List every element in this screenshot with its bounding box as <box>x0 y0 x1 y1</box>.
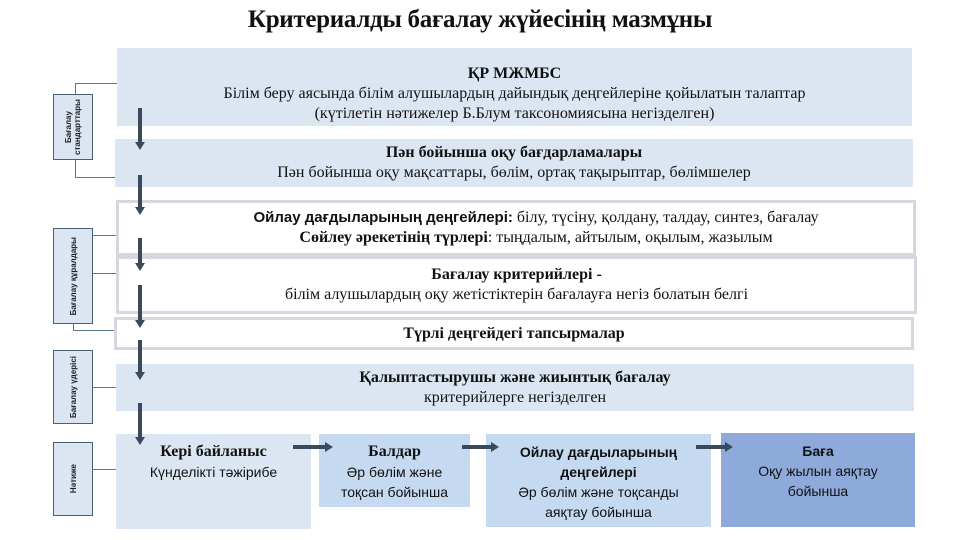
arrow-right-head-icon <box>725 442 733 452</box>
skills-box <box>116 200 916 256</box>
connector-line <box>75 160 76 177</box>
result-points-text: Әр бөлім және тоқсан бойынша <box>340 464 448 500</box>
arrow-down <box>138 403 142 437</box>
connector-line <box>93 273 118 274</box>
result-feedback-title: Кері байланыс <box>160 443 267 460</box>
result-grade-text: Оқу жылын аяқтау бойынша <box>758 463 878 499</box>
side-label-result-text: Нәтиже <box>68 464 78 494</box>
skills-line2 <box>299 228 772 248</box>
assessment-title: Қалыптастырушы және жиынтық бағалау <box>359 368 671 386</box>
criteria-box <box>116 256 917 314</box>
side-label-process-text: Бағалау үдерісі <box>68 356 78 418</box>
arrow-right <box>696 445 726 449</box>
standard-box <box>117 48 912 126</box>
arrow-down <box>138 285 142 322</box>
assessment-box <box>116 364 914 411</box>
side-label-standards <box>53 94 93 160</box>
result-points-box <box>319 434 470 507</box>
connector-line <box>93 235 118 236</box>
result-feedback-text: Күнделікті тәжірибе <box>149 464 278 480</box>
result-thinking-box <box>486 434 711 527</box>
arrow-down <box>138 238 142 263</box>
arrow-down <box>138 340 142 372</box>
side-label-process <box>53 350 93 424</box>
arrow-right-head-icon <box>491 442 499 452</box>
side-label-result <box>53 442 93 516</box>
standard-title: ҚР МЖМБС <box>467 65 562 82</box>
curriculum-box <box>115 139 913 187</box>
tasks-box <box>114 317 914 350</box>
arrow-down <box>138 108 142 142</box>
arrow-down-head-icon <box>135 437 145 445</box>
arrow-right-head-icon <box>325 442 333 452</box>
result-thinking-title: Ойлау дағдыларының деңгейлері <box>519 444 678 480</box>
result-feedback-box <box>116 434 311 529</box>
side-label-tools-text: Бағалау құралдары <box>68 236 78 316</box>
arrow-down-head-icon <box>135 263 145 271</box>
connector-line <box>75 83 76 94</box>
tasks-title: Түрлі деңгейдегі тапсырмалар <box>403 324 625 342</box>
standard-line1: Білім беру аясында білім алушылардың дайындық деңгейлеріне қойылатын талаптар <box>223 85 806 102</box>
skills-line1 <box>253 208 818 228</box>
standard-line2: (күтілетін нәтижелер Б.Блум таксономиясына негізделген) <box>314 105 715 122</box>
thinking-levels-label: Ойлау дағдыларының деңгейлері: <box>253 209 513 226</box>
connector-line <box>93 469 118 470</box>
arrow-down-head-icon <box>135 372 145 380</box>
criteria-title: Бағалау критерийлері - <box>431 266 602 283</box>
speech-types-text: : тыңдалым, айтылым, оқылым, жазылым <box>487 229 773 246</box>
assessment-line1: критерийлерге негізделген <box>423 388 607 406</box>
thinking-levels-text: білу, түсіну, қолдану, талдау, синтез, бағалау <box>512 209 819 226</box>
result-points-title: Балдар <box>368 443 421 460</box>
connector-line <box>75 177 118 178</box>
curriculum-title: Пән бойынша оқу бағдарламалары <box>385 144 643 161</box>
side-label-tools <box>53 228 93 324</box>
result-grade-title: Баға <box>802 443 834 459</box>
arrow-right <box>293 445 325 449</box>
arrow-right <box>462 445 492 449</box>
arrow-down <box>138 175 142 207</box>
speech-types-label: Сөйлеу әрекетінің түрлері <box>299 229 488 246</box>
connector-line <box>75 83 118 84</box>
curriculum-line1: Пән бойынша оқу мақсаттары, бөлім, ортақ тақырыптар, бөлімшелер <box>277 164 751 181</box>
arrow-down-head-icon <box>135 320 145 328</box>
criteria-line1: білім алушылардың оқу жетістіктерін бағалауға негіз болатын белгі <box>284 286 749 303</box>
arrow-down-head-icon <box>135 142 145 150</box>
page-title: Критериалды бағалау жүйесінің мазмұны <box>247 6 713 33</box>
arrow-down-head-icon <box>135 207 145 215</box>
result-grade-box <box>721 433 915 527</box>
connector-line <box>73 330 118 331</box>
result-thinking-text: Әр бөлім және тоқсанды аяқтау бойынша <box>518 484 679 520</box>
side-label-standards-text: Бағалау стандарттары <box>64 99 82 155</box>
connector-line <box>93 387 118 388</box>
